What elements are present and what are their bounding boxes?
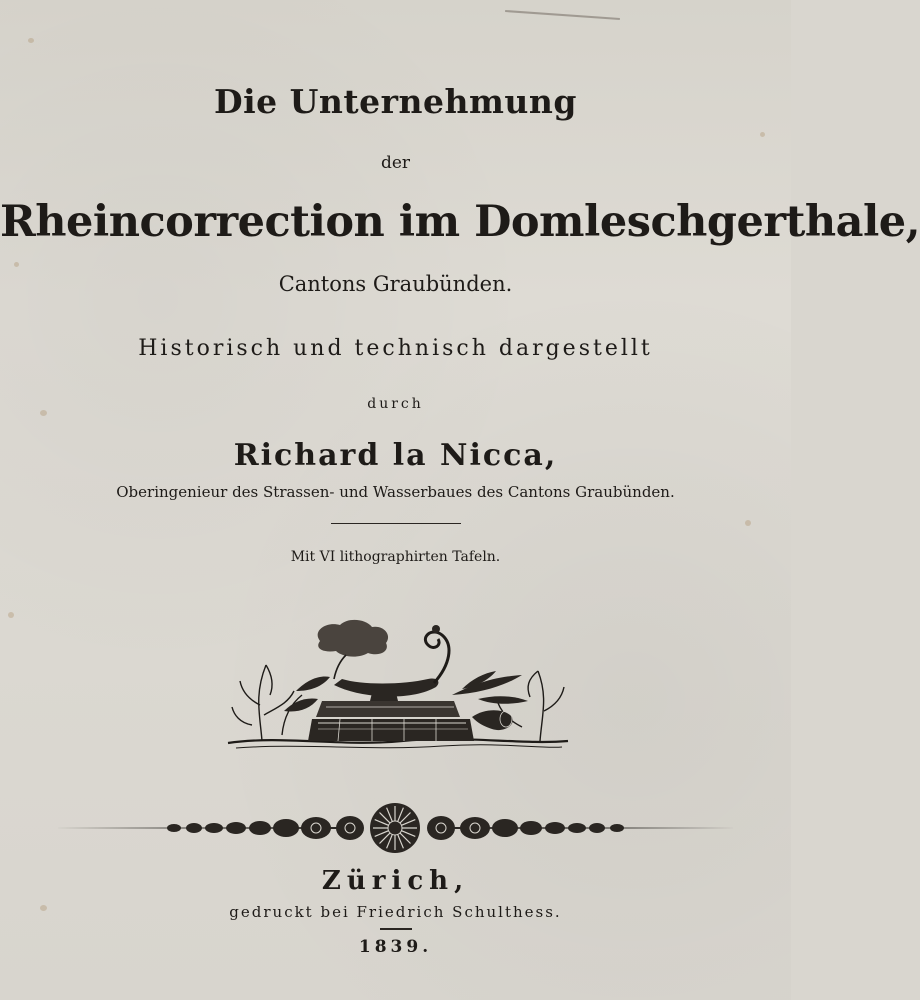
imprint-printer: gedruckt bei Friedrich Schulthess.: [229, 903, 562, 921]
author-title: Oberingenieur des Strassen- und Wasserbaues des Cantons Graubünden.: [116, 483, 675, 501]
imprint-city: Zürich,: [321, 866, 470, 896]
subtitle: Historisch und technisch dargestellt: [138, 336, 653, 361]
foxing-stain: [28, 38, 34, 43]
plates-note: Mit VI lithographirten Tafeln.: [290, 549, 501, 565]
pencil-mark: [505, 10, 620, 20]
main-title: Rheincorrection im Domleschgerthale,: [0, 197, 920, 247]
foxing-stain: [8, 612, 14, 618]
lamp-and-books-vignette-icon: [222, 615, 574, 755]
foxing-stain: [745, 520, 751, 526]
foxing-stain: [14, 262, 19, 267]
imprint-year: 1839.: [358, 937, 433, 957]
decorative-ornament-band-icon: [54, 800, 737, 856]
author-name: Richard la Nicca,: [233, 438, 558, 473]
canton-line: Cantons Graubünden.: [278, 272, 513, 296]
foxing-stain: [760, 132, 765, 137]
imprint-dash: [380, 928, 412, 930]
by-line: durch: [367, 396, 424, 412]
title-line-2: der: [380, 153, 411, 173]
separator-rule: [331, 523, 461, 524]
title-line-1: Die Unternehmung: [214, 82, 577, 121]
